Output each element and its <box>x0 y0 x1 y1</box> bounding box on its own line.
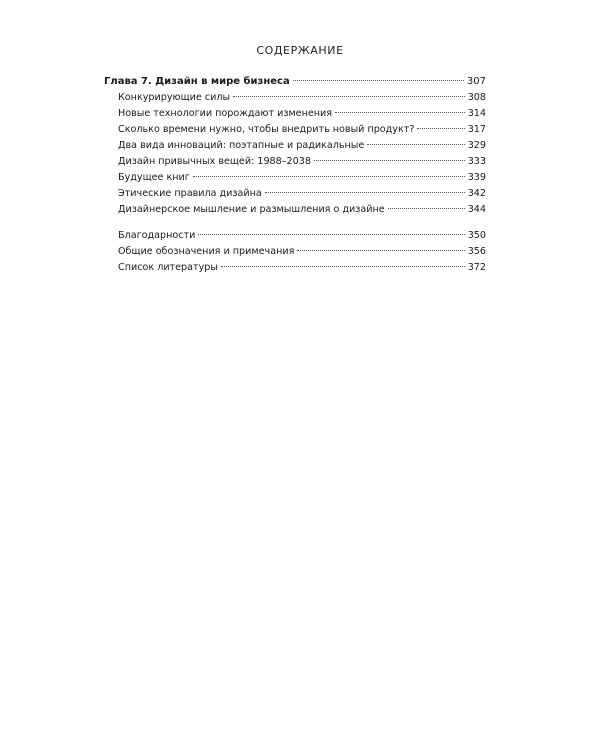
toc-entry-page: 333 <box>467 156 486 167</box>
toc-entry-page: 356 <box>467 246 486 257</box>
toc-section-entry[interactable] <box>104 138 486 154</box>
page-title: СОДЕРЖАНИЕ <box>256 44 344 57</box>
toc-section-entry[interactable] <box>104 170 486 186</box>
toc-entry-title: Благодарности <box>118 230 196 241</box>
toc-leader-dots <box>221 266 465 267</box>
toc-entry-title: Будущее книг <box>118 172 190 183</box>
toc-entry-title: Этические правила дизайна <box>118 188 262 199</box>
toc-back-matter-entry[interactable] <box>104 260 486 276</box>
toc-leader-dots <box>265 192 465 193</box>
toc-leader-dots <box>417 128 464 129</box>
toc-entry-page: 342 <box>467 188 486 199</box>
toc-leader-dots <box>233 96 465 97</box>
toc-leader-dots <box>335 112 465 113</box>
toc-entry-title: Дизайнерское мышление и размышления о дизайне <box>118 204 385 215</box>
toc-entry-page: 339 <box>467 172 486 183</box>
toc-entry-title: Конкурирующие силы <box>118 92 231 103</box>
toc-entry-page: 307 <box>466 76 486 87</box>
table-of-contents <box>104 74 486 276</box>
toc-leader-dots <box>367 144 464 145</box>
toc-entry-page: 344 <box>467 204 486 215</box>
toc-section-entry[interactable] <box>104 186 486 202</box>
toc-leader-dots <box>314 160 465 161</box>
toc-leader-dots <box>198 234 464 235</box>
toc-section-entry[interactable] <box>104 122 486 138</box>
toc-back-matter-entry[interactable] <box>104 228 486 244</box>
toc-entry-title: Глава 7. Дизайн в мире бизнеса <box>104 76 290 87</box>
toc-leader-dots <box>297 250 464 251</box>
toc-back-matter-entry[interactable] <box>104 244 486 260</box>
toc-entry-page: 308 <box>467 92 486 103</box>
toc-entry-page: 317 <box>467 124 486 135</box>
toc-leader-dots <box>193 176 465 177</box>
toc-entry-title: Список литературы <box>118 262 218 273</box>
toc-entry-title: Новые технологии порождают изменения <box>118 108 333 119</box>
toc-entry-page: 329 <box>467 140 486 151</box>
toc-section-entry[interactable] <box>104 202 486 218</box>
toc-entry-title: Два вида инноваций: поэтапные и радикальные <box>118 140 365 151</box>
toc-entry-title: Дизайн привычных вещей: 1988–2038 <box>118 156 311 167</box>
toc-entry-page: 350 <box>467 230 486 241</box>
toc-leader-dots <box>293 80 464 81</box>
toc-chapter-entry[interactable] <box>104 74 486 90</box>
toc-section-entry[interactable] <box>104 106 486 122</box>
toc-section-entry[interactable] <box>104 154 486 170</box>
toc-section-entry[interactable] <box>104 90 486 106</box>
section-spacer <box>104 218 486 228</box>
toc-leader-dots <box>388 208 465 209</box>
toc-entry-title: Общие обозначения и примечания <box>118 246 295 257</box>
toc-entry-page: 314 <box>467 108 486 119</box>
toc-entry-page: 372 <box>467 262 486 273</box>
toc-entry-title: Сколько времени нужно, чтобы внедрить новый продукт? <box>118 124 415 135</box>
